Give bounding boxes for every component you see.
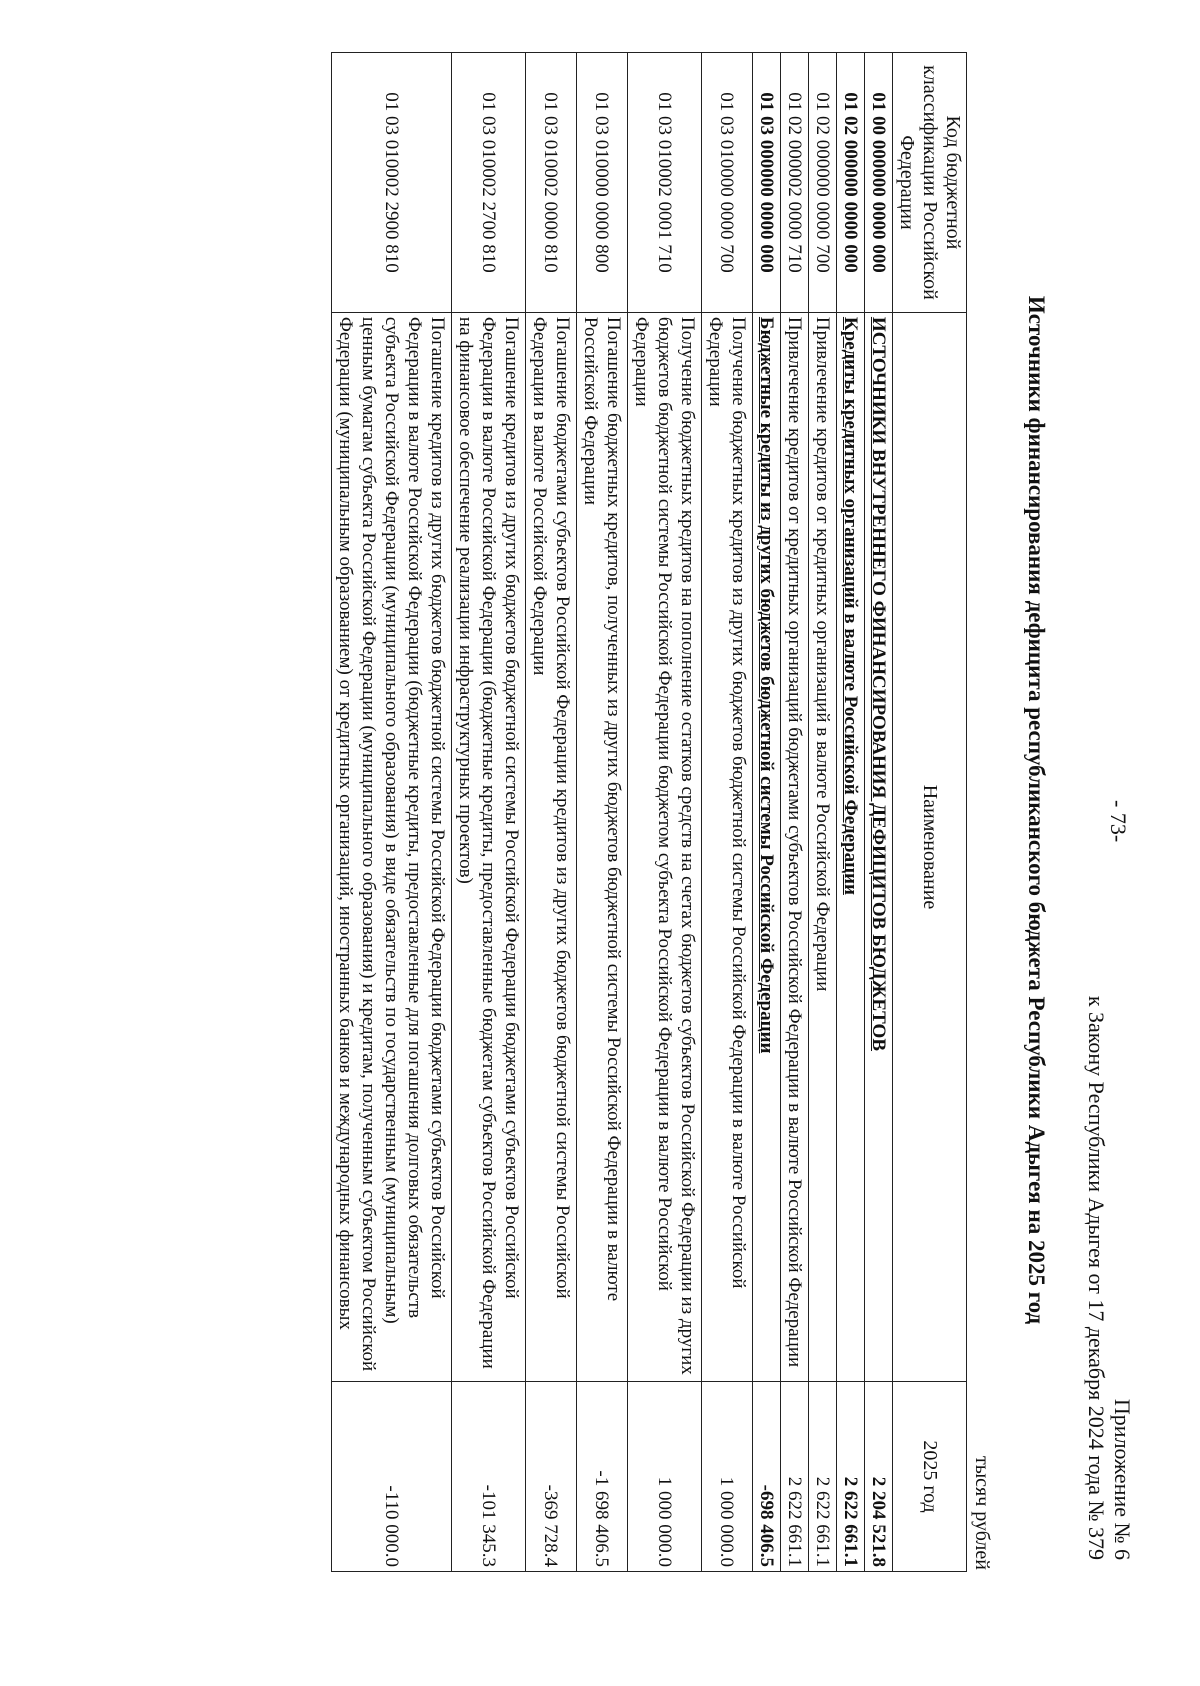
row-value-cell: -110 000.0: [332, 1382, 452, 1572]
row-value-cell: 1 000 000.0: [628, 1382, 702, 1572]
row-name-cell: Привлечение кредитов от кредитных организаций в валюте Российской Федерации: [809, 312, 837, 1381]
row-code-cell: 01 00 000000 0000 000: [865, 53, 893, 313]
row-name-cell: Погашение бюджетных кредитов, полученных из других бюджетов бюджетной системы Российской Федерации в валюте Российской Федерации: [577, 312, 628, 1381]
column-header-value: 2025 год: [893, 1382, 967, 1572]
unit-label: тысяч рублей: [971, 1455, 993, 1570]
row-code-cell: 01 02 000000 0000 000: [837, 53, 865, 313]
law-reference: к Закону Республики Адыгея от 17 декабря 2024 года № 379: [1084, 995, 1109, 1560]
row-value-cell: 2 622 661.1: [809, 1382, 837, 1572]
row-value-cell: -101 345.3: [452, 1382, 526, 1572]
table-row: [628, 53, 702, 1572]
table-row: [865, 53, 893, 1572]
row-name-cell: Получение бюджетных кредитов из других бюджетов бюджетной системы Российской Федерации в валюте Российской Федерации: [702, 312, 753, 1381]
table-header-row: [893, 53, 967, 1572]
row-name-cell: Привлечение кредитов от кредитных организаций бюджетами субъектов Российской Федерации в валюте Российской Федерации: [781, 312, 809, 1381]
row-name-cell: Кредиты кредитных организаций в валюте Российской Федерации: [837, 312, 865, 1381]
row-value-cell: 2 622 661.1: [837, 1382, 865, 1572]
row-code-cell: 01 03 010000 0000 800: [577, 53, 628, 313]
annex-number: Приложение № 6: [1110, 1398, 1135, 1560]
row-name-cell: ИСТОЧНИКИ ВНУТРЕННЕГО ФИНАНСИРОВАНИЯ ДЕФИЦИТОВ БЮДЖЕТОВ: [865, 312, 893, 1381]
row-code-cell: 01 03 000000 0000 000: [753, 53, 781, 313]
column-header-code: Код бюджетной классификации Российской Федерации: [893, 53, 967, 313]
row-value-cell: 2 204 521.8: [865, 1382, 893, 1572]
row-value-cell: 2 622 661.1: [781, 1382, 809, 1572]
row-code-cell: 01 03 010000 0000 700: [702, 53, 753, 313]
row-name-cell: Погашение кредитов из других бюджетов бюджетной системы Российской Федерации бюджетами субъектов Российской Федерации в валюте Российской Федерации (бюджетные кредиты, предоставленные для погашения долговых обязательств субъекта Российской Федерации (муниципального образования) в виде обязательств по государственным (муниципальным) ценным бумагам субъекта Российской Федерации (муниципального образования) и кредитам, полученным субъектом Российской Федерации (муниципальным образованием) от кредитных организаций, иностранных банков и международных финансовых: [332, 312, 452, 1381]
table-row: [526, 53, 577, 1572]
table-row: [577, 53, 628, 1572]
table-row: [781, 53, 809, 1572]
financing-sources-table: [331, 52, 967, 1572]
table-row: [753, 53, 781, 1572]
row-code-cell: 01 03 010002 2900 810: [332, 53, 452, 313]
row-code-cell: 01 02 000002 0000 710: [781, 53, 809, 313]
table-row: [837, 53, 865, 1572]
row-name-cell: Погашение бюджетами субъектов Российской Федерации кредитов из других бюджетов бюджетной системы Российской Федерации в валюте Российской Федерации: [526, 312, 577, 1381]
table-row: [452, 53, 526, 1572]
row-value-cell: -1 698 406.5: [577, 1382, 628, 1572]
row-name-cell: Бюджетные кредиты из других бюджетов бюджетной системы Российской Федерации: [753, 312, 781, 1381]
row-code-cell: 01 03 010002 2700 810: [452, 53, 526, 313]
annex-reference: [1083, 996, 1135, 1560]
table-row: [702, 53, 753, 1572]
row-name-cell: Погашение кредитов из других бюджетов бюджетной системы Российской Федерации бюджетами субъектов Российской Федерации в валюте Российской Федерации (бюджетные кредиты, предоставленные бюджетам субъектов Российской Федерации на финансовое обеспечение реализации инфраструктурных проектов): [452, 312, 526, 1381]
row-code-cell: 01 03 010002 0001 710: [628, 53, 702, 313]
row-code-cell: 01 02 000000 0000 700: [809, 53, 837, 313]
page-number: - 73-: [1106, 800, 1131, 843]
table-row: [809, 53, 837, 1572]
document-title: Источники финансирования дефицита республиканского бюджета Республики Адыгея на 2025 год: [1024, 295, 1049, 1325]
row-code-cell: 01 03 010002 0000 810: [526, 53, 577, 313]
row-name-cell: Получение бюджетных кредитов на пополнение остатков средств на счетах бюджетов субъектов Российской Федерации из других бюджетов бюджетной системы Российской Федерации бюджетом субъекта Российской Федерации в валюте Российской Федерации: [628, 312, 702, 1381]
row-value-cell: -698 406.5: [753, 1382, 781, 1572]
row-value-cell: 1 000 000.0: [702, 1382, 753, 1572]
column-header-name: Наименование: [893, 312, 967, 1381]
table-row: [332, 53, 452, 1572]
row-value-cell: -369 728.4: [526, 1382, 577, 1572]
rotated-page: [55, 40, 1135, 1580]
